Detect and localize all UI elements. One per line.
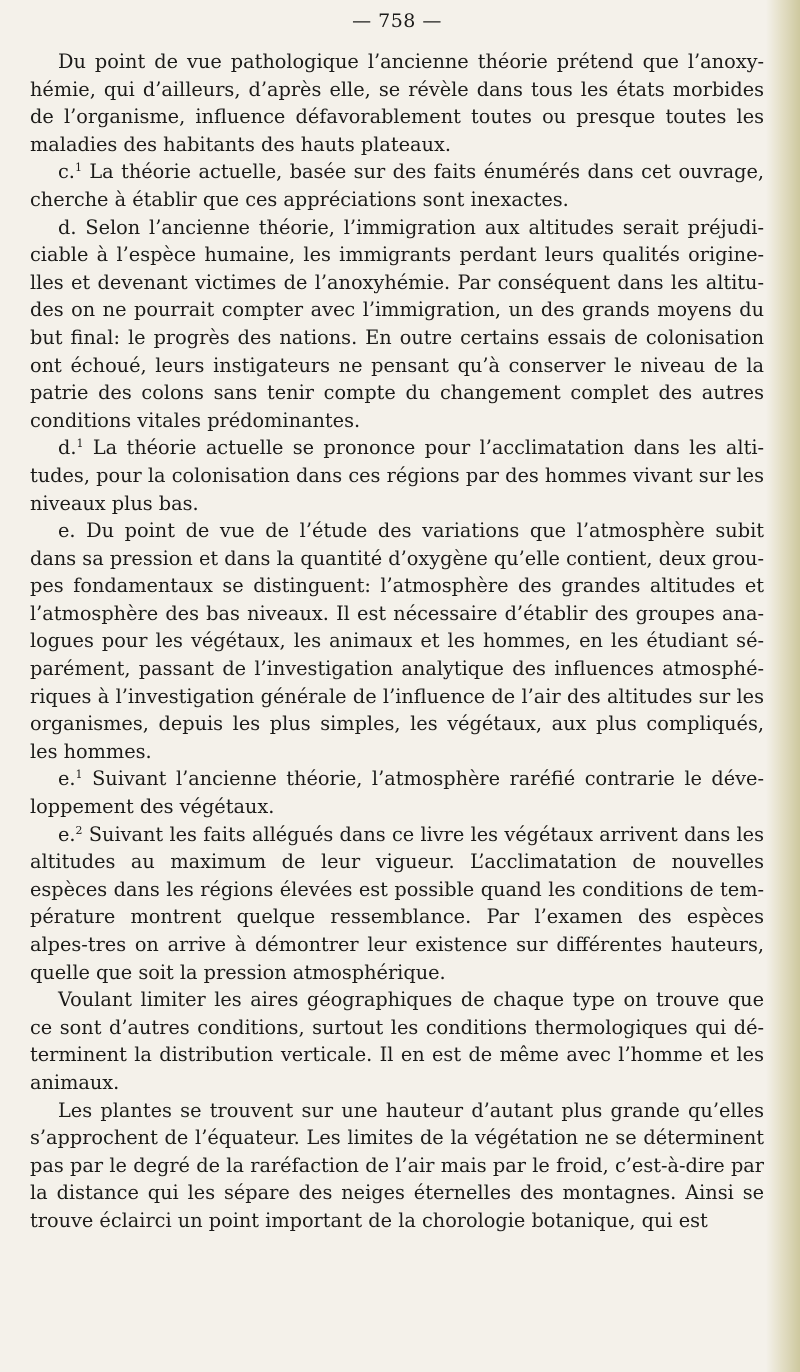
- paragraph-pathology: [30, 48, 764, 158]
- paragraph-plants-altitude: [30, 1097, 764, 1235]
- paragraph-label: e.: [58, 519, 76, 543]
- paragraph-d1: [30, 434, 764, 517]
- paragraph-e: [30, 517, 764, 765]
- paragraph-label: e.: [58, 767, 76, 791]
- paragraph-text: Selon l’ancienne théorie, l’immigration aux altitudes serait préjudi-ciable à l’espèce humaine, les immigrants perdant leurs qualités origine-lles et devenant victimes de l’anoxyhémie. Par conséquent dans les altitu-des on ne pourrait compter avec l’immigration, un des grands moyens du but final: le progrès des nations. En outre certains essais de colonisation ont échoué, leurs instigateurs ne pensant qu’à conserver le niveau de la patrie des colons sans tenir compte du changement complet des autres conditions vitales prédominantes.: [30, 215, 764, 432]
- paragraph-c1: [30, 158, 764, 213]
- paragraph-text: Suivant l’ancienne théorie, l’atmosphère raréfié contrarie le déve-loppement des végétaux.: [30, 767, 764, 819]
- paragraph-geographic-areas: [30, 986, 764, 1096]
- paragraph-text: Voulant limiter les aires géographiques de chaque type on trouve que ce sont d’autres conditions, surtout les conditions thermologiques qui dé-terminent la distribution verticale. Il en est de même avec l’homme et les animaux.: [30, 988, 764, 1094]
- page-edge-shadow: [766, 0, 800, 1372]
- footnote-marker: 1: [76, 437, 84, 451]
- footnote-marker: 1: [74, 161, 82, 175]
- paragraph-e2: [30, 821, 764, 987]
- paragraph-label: c.: [58, 160, 75, 184]
- paragraph-text: La théorie actuelle se prononce pour l’acclimatation dans les alti-tudes, pour la colonisation dans ces régions par des hommes vivant sur les niveaux plus bas.: [30, 436, 764, 515]
- footnote-marker: 1: [75, 768, 83, 782]
- paragraph-label: e.: [58, 822, 76, 846]
- paragraph-label: d.: [58, 436, 77, 460]
- document-page: [30, 10, 764, 1235]
- footnote-marker: 2: [75, 823, 83, 837]
- paragraph-text: Du point de vue de l’étude des variations que l’atmosphère subit dans sa pression et dans la quantité d’oxygène qu’elle contient, deux grou-pes fondamentaux se distinguent: l’atmosphère des grandes altitudes et l’atmosphère des bas niveaux. Il est nécessaire d’établir des groupes ana-logues pour les végétaux, les animaux et les hommes, en les étudiant sé-parément, passant de l’investigation analytique des influences atmosphé-riques à l’investigation générale de l’influence de l’air des altitudes sur les organismes, depuis les plus simples, les végétaux, aux plus compliqués, les hommes.: [30, 519, 764, 763]
- paragraph-text: Du point de vue pathologique l’ancienne théorie prétend que l’anoxy-hémie, qui d’ailleurs, d’après elle, se révèle dans tous les états morbides de l’organisme, influence défavorablement toutes ou presque toutes les maladies des habitants des hauts plateaux.: [30, 50, 764, 156]
- paragraph-label: d.: [58, 215, 77, 239]
- paragraph-text: La théorie actuelle, basée sur des faits énumérés dans cet ouvrage, cherche à établir que ces appréciations sont inexactes.: [30, 160, 764, 211]
- paragraph-text: Suivant les faits allégués dans ce livre les végétaux arrivent dans les altitudes au maximum de leur vigueur. L’acclimatation de nouvelles espèces dans les régions élevées est possible quand les conditions de tem-pérature montrent quelque ressemblance. Par l’examen des espèces alpes-tres on arrive à démontrer leur existence sur différentes hauteurs, quelle que soit la pression atmosphérique.: [30, 822, 764, 984]
- page-number: — 758 —: [352, 10, 442, 32]
- paragraph-text: Les plantes se trouvent sur une hauteur d’autant plus grande qu’elles s’approchent de l’équateur. Les limites de la végétation ne se déterminent pas par le degré de la raréfaction de l’air mais par le froid, c’est-à-dire par la distance qui les sépare des neiges éternelles des montagnes. Ainsi se trouve éclairci un point important de la chorologie botanique, qui est: [30, 1098, 764, 1232]
- paragraph-d: [30, 214, 764, 435]
- paragraph-e1: [30, 765, 764, 820]
